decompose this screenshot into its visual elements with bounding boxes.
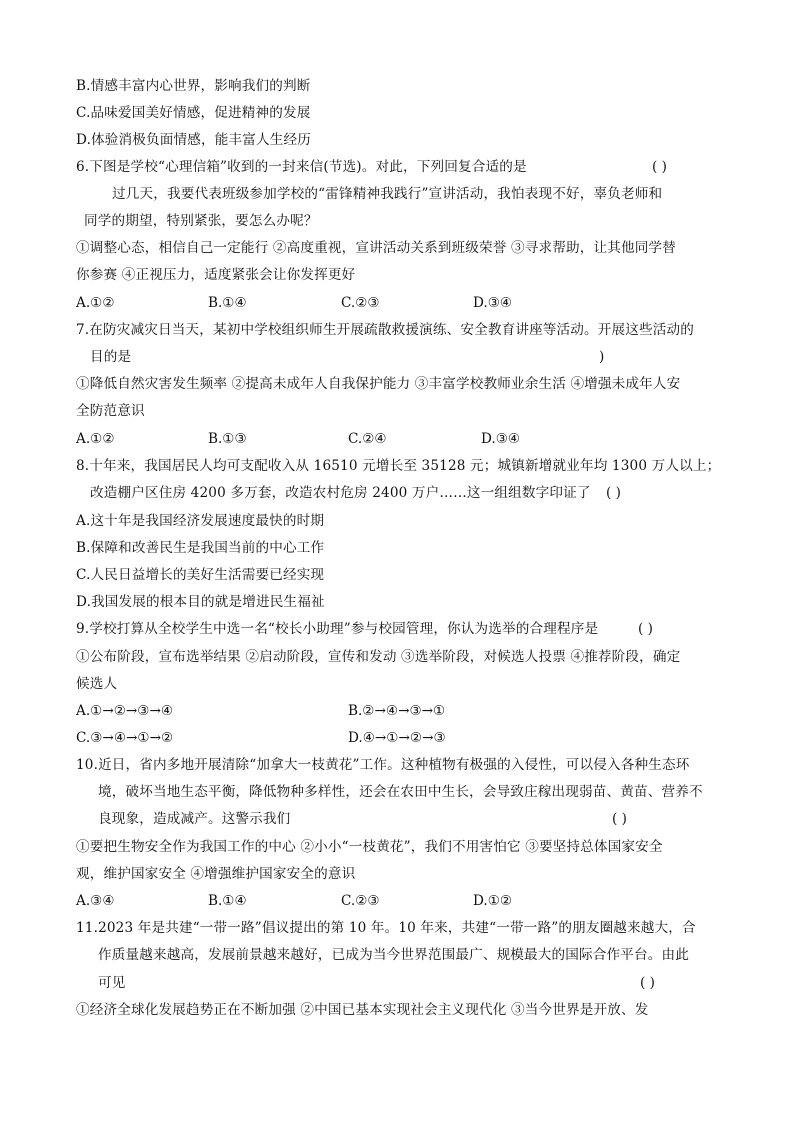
q7-stem-line-2: 目的是 (90, 349, 132, 365)
q8-option-c: C.人民日益增长的美好生活需要已经实现 (76, 567, 325, 583)
q8-stem-line-2: 改造棚户区住房 4200 多万套，改造农村危房 2400 万户……这一组组数字印证了 (90, 485, 591, 501)
q10-stem-line-2: 境，破坏当地生态平衡，降低物种多样性，还会在农田中生长，会导致庄稼出现弱苗、黄苗、营养不 (98, 784, 703, 800)
q10-stem-line-3: 良现象，造成减产。这警示我们 (98, 811, 291, 827)
q11-stem-line-2: 作质量越来越高，发展前景越来越好，已成为当今世界范围最广、规模最大的国际合作平台。由此 (98, 947, 689, 963)
q9-option-d: D.④→①→②→③ (348, 730, 446, 746)
q8-option-a: A.这十年是我国经济发展速度最快的时期 (76, 513, 325, 529)
q6-stem: 6.下图是学校“心理信箱”收到的一封来信(节选)。对此，下列回复合适的是 (76, 159, 527, 175)
q9-stem: 9.学校打算从全校学生中选一名“校长小助理”参与校园管理，你认为选举的合理程序是 (76, 621, 599, 637)
q10-option-d: D.①② (473, 893, 513, 909)
q11-answer-paren: ( ) (640, 975, 655, 991)
q7-option-c: C.②④ (348, 431, 387, 447)
q9-option-c: C.③→④→①→② (76, 730, 174, 746)
q8-option-b: B.保障和改善民生是我国当前的中心工作 (76, 540, 325, 556)
q5-option-b: B.情感丰富内心世界，影响我们的判断 (76, 78, 311, 94)
q5-option-c: C.品味爱国美好情感，促进精神的发展 (76, 105, 311, 121)
q8-option-d: D.我国发展的根本目的就是增进民生福祉 (76, 594, 325, 610)
q9-choices-line-1: ①公布阶段，宣布选举结果 ②启动阶段，宣传和发动 ③选举阶段，对候选人投票 ④推荐阶段，确定 (76, 649, 681, 665)
q7-choices-line-1: ①降低自然灾害发生频率 ②提高未成年人自我保护能力 ③丰富学校教师业余生活 ④增强未成年人安 (76, 376, 681, 392)
q6-option-b: B.①④ (208, 295, 247, 311)
q11-stem-line-3: 可见 (98, 975, 126, 991)
q6-option-a: A.①② (76, 295, 115, 311)
q10-answer-paren: ( ) (612, 811, 627, 827)
q10-option-a: A.③④ (76, 893, 115, 909)
q11-choices-line-1: ①经济全球化发展趋势正在不断加强 ②中国已基本实现社会主义现代化 ③当今世界是开放、发 (76, 1002, 649, 1018)
q7-option-a: A.①② (76, 431, 115, 447)
q6-letter-line-1: 过几天，我要代表班级参加学校的“雷锋精神我践行”宣讲活动，我怕表现不好，辜负老师和 (112, 186, 663, 202)
q10-choices-line-1: ①要把生物安全作为我国工作的中心 ②小小“一枝黄花”，我们不用害怕它 ③要坚持总体国家安全 (76, 839, 663, 855)
q9-answer-paren: ( ) (638, 621, 653, 637)
q8-stem-line-1: 8.十年来，我国居民人均可支配收入从 16510 元增长至 35128 元；城镇新增就业年均 1300 万人以上； (76, 458, 721, 474)
q6-choices-line-2: 你参赛 ④正视压力，适度紧张会让你发挥更好 (76, 267, 356, 283)
q8-answer-paren: ( ) (606, 485, 621, 501)
q6-answer-paren: ( ) (652, 159, 667, 175)
q7-option-d: D.③④ (481, 431, 521, 447)
q11-stem-line-1: 11.2023 年是共建“一带一路”倡议提出的第 10 年。10 年来，共建“一带一路”的朋友圈越来越大，合 (76, 920, 696, 936)
q6-letter-line-2: 同学的期望，特别紧张，要怎么办呢？ (84, 213, 318, 229)
q6-choices-line-1: ①调整心态，相信自己一定能行 ②高度重视，宣讲活动关系到班级荣誉 ③寻求帮助，让其他同学替 (76, 240, 676, 256)
q9-option-b: B.②→④→③→① (348, 703, 446, 719)
q7-option-b: B.①③ (208, 431, 247, 447)
q9-option-a: A.①→②→③→④ (76, 703, 174, 719)
q7-answer-paren: ) (599, 349, 605, 365)
q10-choices-line-2: 观，维护国家安全 ④增强维护国家安全的意识 (76, 866, 356, 882)
q6-option-c: C.②③ (341, 295, 380, 311)
q6-option-d: D.③④ (473, 295, 513, 311)
q10-stem-line-1: 10.近日，省内多地开展清除“加拿大一枝黄花”工作。这种植物有极强的入侵性，可以侵入各种生态环 (76, 757, 690, 773)
q9-choices-line-2: 候选人 (76, 676, 118, 692)
q5-option-d: D.体验消极负面情感，能丰富人生经历 (76, 132, 311, 148)
q7-choices-line-2: 全防范意识 (76, 403, 145, 419)
q10-option-b: B.①④ (208, 893, 247, 909)
q10-option-c: C.②③ (341, 893, 380, 909)
q7-stem-line-1: 7.在防灾减灾日当天，某初中学校组织师生开展疏散救援演练、安全教育讲座等活动。开展这些活动的 (76, 322, 694, 338)
